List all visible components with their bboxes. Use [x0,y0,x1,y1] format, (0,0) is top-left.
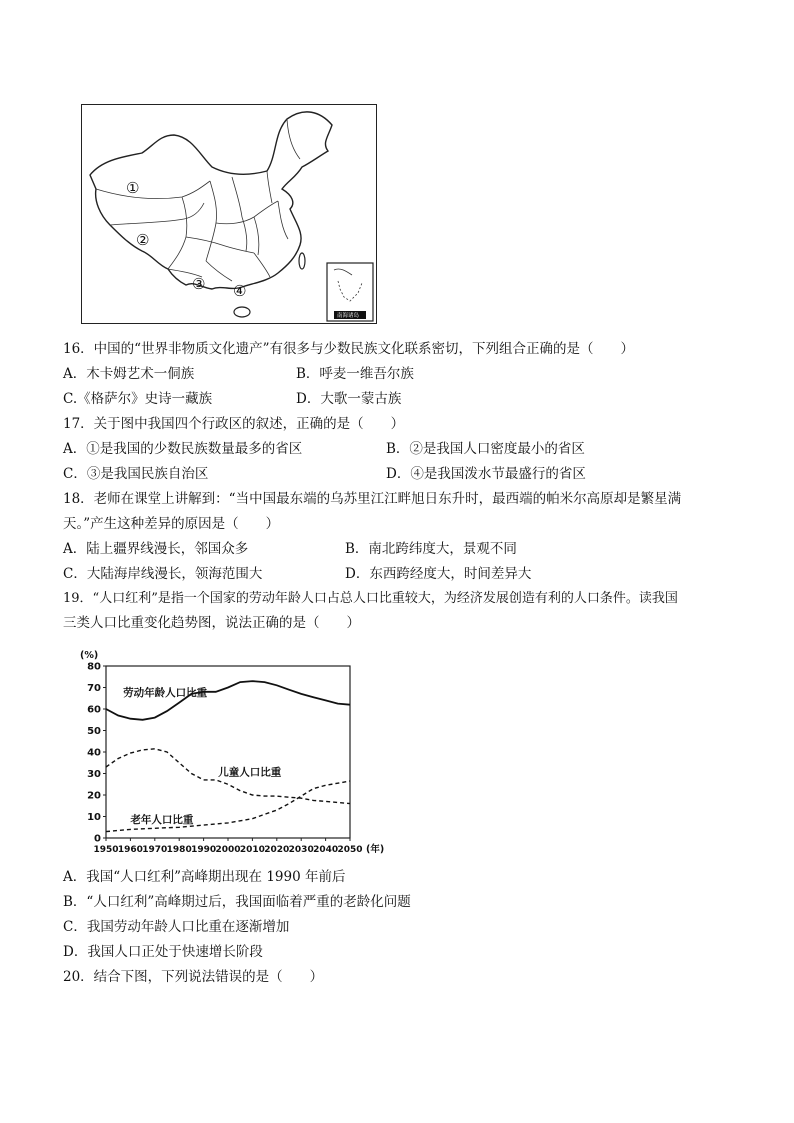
x-tick-label: 1960 [117,845,143,855]
x-tick-label: 1990 [191,845,217,855]
x-tick-label: 2050 [337,845,363,855]
y-tick-label: 40 [87,747,101,759]
q18-stem-line2: 天。”产生这种差异的原因是（ ） [63,516,280,532]
q19-option-a[interactable]: A．我国“人口红利”高峰期出现在 1990 年前后 [63,869,346,885]
q19-option-c[interactable]: C．我国劳动年龄人口比重在逐渐增加 [63,919,290,935]
population-chart [72,646,392,860]
population-chart-svg [72,646,392,860]
inset-label: 南海诸岛 [337,313,360,319]
q17-option-d[interactable]: D．④是我国泼水节最盛行的省区 [386,466,586,482]
q17-stem: 17．关于图中我国四个行政区的叙述，正确的是（ ） [63,416,405,432]
q16-option-b[interactable]: B．呼麦一维吾尔族 [296,366,414,382]
q19-stem-line2: 三类人口比重变化趋势图，说法正确的是（ ） [63,615,360,631]
x-tick-label: 2030 [288,845,314,855]
q16-option-a[interactable]: A．木卡姆艺术一侗族 [63,366,195,382]
x-tick-label: 2020 [264,845,290,855]
y-axis-label: (%) [80,650,99,661]
q19-option-d[interactable]: D．我国人口正处于快速增长阶段 [63,944,263,960]
china-map [82,105,375,322]
hainan-island [234,307,250,317]
y-tick-label: 70 [87,683,101,694]
y-tick-label: 20 [87,790,101,802]
series-label-2: 儿童人口比重 [218,766,282,779]
q17-option-a[interactable]: A．①是我国的少数民族数量最多的省区 [63,441,303,457]
y-tick-label: 50 [87,726,101,737]
q20-stem: 20．结合下图，下列说法错误的是（ ） [63,969,324,985]
x-tick-label: 2010 [239,845,265,855]
y-tick-label: 30 [87,769,101,780]
x-tick-label: 1980 [166,845,192,855]
marker-4: ④ [233,282,247,300]
q17-option-c[interactable]: C．③是我国民族自治区 [63,466,209,482]
q19-stem-line1: 19．“人口红利”是指一个国家的劳动年龄人口占总人口比重较大，为经济发展创造有利的人口条件。读我国 [63,591,678,606]
q16-option-c[interactable]: C.《格萨尔》史诗一藏族 [63,391,213,407]
q18-option-a[interactable]: A．陆上疆界线漫长，邻国众多 [63,541,249,557]
y-tick-label: 0 [94,833,101,845]
taiwan-island [299,253,305,269]
q16-stem: 16．中国的“世界非物质文化遗产”有很多与少数民族文化联系密切，下列组合正确的是（ ） [63,341,634,357]
x-tick-label: 1970 [142,845,168,855]
q19-option-b[interactable]: B．“人口红利”高峰期过后，我国面临着严重的老龄化问题 [63,894,411,910]
q18-option-b[interactable]: B．南北跨纬度大，景观不同 [345,541,517,557]
y-tick-label: 10 [87,812,101,823]
china-outline [90,112,332,289]
marker-3: ③ [192,275,206,293]
x-tick-label: 1950 [93,845,119,855]
q16-option-d[interactable]: D．大歌一蒙古族 [296,391,402,407]
china-map-figure [81,104,377,324]
y-tick-label: 80 [87,661,101,673]
series-label-1: 劳动年龄人口比重 [123,687,208,700]
q17-option-b[interactable]: B．②是我国人口密度最小的省区 [386,441,585,457]
q18-option-c[interactable]: C．大陆海岸线漫长，领海范围大 [63,566,263,582]
x-tick-label: 2040 [313,845,339,855]
series-label-3: 老年人口比重 [130,813,194,826]
x-tick-label: 2000 [215,845,241,855]
marker-2: ② [136,231,150,249]
q18-option-d[interactable]: D．东西跨经度大，时间差异大 [345,566,532,582]
marker-1: ① [126,179,140,197]
q18-stem-line1: 18．老师在课堂上讲解到：“当中国最东端的乌苏里江江畔旭日东升时，最西端的帕米尔高原却是繁星满 [63,491,682,507]
x-axis-label: (年) [366,844,385,855]
y-tick-label: 60 [87,704,101,716]
